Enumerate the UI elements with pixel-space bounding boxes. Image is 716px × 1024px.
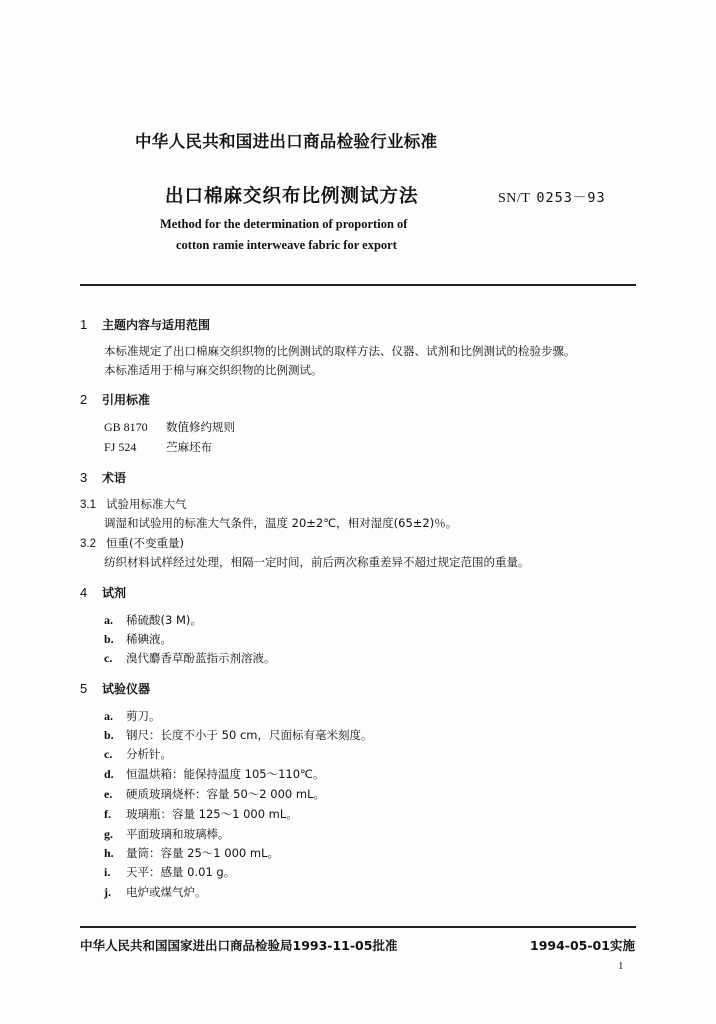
reference-code: FJ 524 xyxy=(104,440,137,454)
item-text: 平面玻璃和玻璃棒。 xyxy=(126,827,230,841)
item-label: b. xyxy=(104,632,114,646)
item-text: 分析针。 xyxy=(126,747,172,761)
instrument-item xyxy=(104,766,324,782)
item-label: b. xyxy=(104,728,114,742)
item-label: c. xyxy=(104,747,113,761)
instrument-item xyxy=(104,864,235,880)
item-label: f. xyxy=(104,807,111,821)
reagent-item xyxy=(104,650,276,666)
section-number: 4 xyxy=(80,585,88,600)
item-text: 稀硫酸(3 M)。 xyxy=(126,613,202,627)
instrument-item xyxy=(104,845,279,861)
item-label: g. xyxy=(104,827,113,841)
section-5-heading xyxy=(80,680,150,697)
implementation-date: 1994-05-01实施 xyxy=(530,938,635,953)
instrument-item xyxy=(104,786,325,802)
section-2-heading xyxy=(80,391,150,408)
standard-code-number: 0253－93 xyxy=(536,190,606,206)
bottom-divider xyxy=(80,926,636,928)
item-text: 硬质玻璃烧杯：容量 50～2 000 mL。 xyxy=(126,787,325,801)
english-title-line1: Method for the determination of proportion of xyxy=(160,217,408,231)
approval-statement: 中华人民共和国国家进出口商品检验局1993-11-05批准 xyxy=(80,938,398,953)
item-label: j. xyxy=(104,885,111,899)
instrument-item xyxy=(104,708,161,724)
subsection-3-1-heading xyxy=(80,496,187,512)
instrument-item xyxy=(104,806,298,822)
item-text: 量筒：容量 25～1 000 mL。 xyxy=(126,846,279,860)
subsection-number: 3.1 xyxy=(80,499,96,511)
section-3-heading xyxy=(80,469,126,486)
subsection-title: 试验用标准大气 xyxy=(106,497,187,511)
instrument-item xyxy=(104,727,372,743)
document-title: 出口棉麻交织布比例测试方法 xyxy=(165,186,419,207)
reference-name: 数值修约规则 xyxy=(166,420,235,434)
item-label: h. xyxy=(104,846,114,860)
reference-item xyxy=(104,439,212,455)
english-title-line2: cotton ramie interweave fabric for export xyxy=(176,238,397,252)
item-label: a. xyxy=(104,613,113,627)
instrument-item xyxy=(104,826,230,842)
standard-category-header: 中华人民共和国进出口商品检验行业标准 xyxy=(135,132,438,151)
subsection-3-2-text: 纺织材料试样经过处理，相隔一定时间，前后两次称重差异不超过规定范围的重量。 xyxy=(104,555,530,569)
reagent-item xyxy=(104,631,172,647)
standard-code xyxy=(498,186,606,207)
item-label: c. xyxy=(104,651,113,665)
reference-code: GB 8170 xyxy=(104,420,148,434)
item-text: 电炉或煤气炉。 xyxy=(126,885,207,899)
item-text: 天平：感量 0.01 g。 xyxy=(126,865,236,879)
section-title: 术语 xyxy=(102,471,127,485)
item-text: 剪刀。 xyxy=(126,709,161,723)
section-number: 3 xyxy=(80,470,88,485)
section-title: 试验仪器 xyxy=(102,682,151,696)
section-title: 引用标准 xyxy=(102,393,151,407)
reference-name: 苎麻坯布 xyxy=(166,440,212,454)
section-number: 1 xyxy=(80,317,88,332)
section-title: 主题内容与适用范围 xyxy=(102,318,211,332)
item-text: 钢尺：长度不小于 50 cm，尺面标有毫米刻度。 xyxy=(126,728,373,742)
reference-item xyxy=(104,419,235,435)
item-text: 稀碘液。 xyxy=(126,632,172,646)
item-text: 溴代麝香草酚蓝指示剂溶液。 xyxy=(126,651,276,665)
subsection-title: 恒重(不变重量) xyxy=(106,536,184,550)
section-number: 2 xyxy=(80,392,88,407)
item-label: a. xyxy=(104,709,113,723)
item-label: e. xyxy=(104,787,113,801)
standard-code-prefix: SN/T xyxy=(498,191,531,206)
item-text: 恒温烘箱：能保持温度 105～110℃。 xyxy=(126,767,325,781)
subsection-number: 3.2 xyxy=(80,538,96,550)
subsection-3-2-heading xyxy=(80,535,184,551)
instrument-item xyxy=(104,884,207,900)
instrument-item xyxy=(104,746,172,762)
item-label: d. xyxy=(104,767,114,781)
section-title: 试剂 xyxy=(102,586,127,600)
item-text: 玻璃瓶：容量 125～1 000 mL。 xyxy=(126,807,298,821)
section-1-heading xyxy=(80,316,210,333)
section-4-heading xyxy=(80,584,126,601)
item-label: i. xyxy=(104,865,111,879)
section-1-paragraph-2: 本标准适用于棉与麻交织织物的比例测试。 xyxy=(104,363,323,377)
reagent-item xyxy=(104,612,202,628)
section-1-paragraph-1: 本标准规定了出口棉麻交织织物的比例测试的取样方法、仪器、试剂和比例测试的检验步骤。 xyxy=(104,344,576,358)
subsection-3-1-text: 调湿和试验用的标准大气条件，温度 20±2℃，相对湿度(65±2)％。 xyxy=(104,516,458,530)
section-number: 5 xyxy=(80,681,88,696)
page-number: 1 xyxy=(618,960,624,972)
top-divider xyxy=(80,284,636,286)
